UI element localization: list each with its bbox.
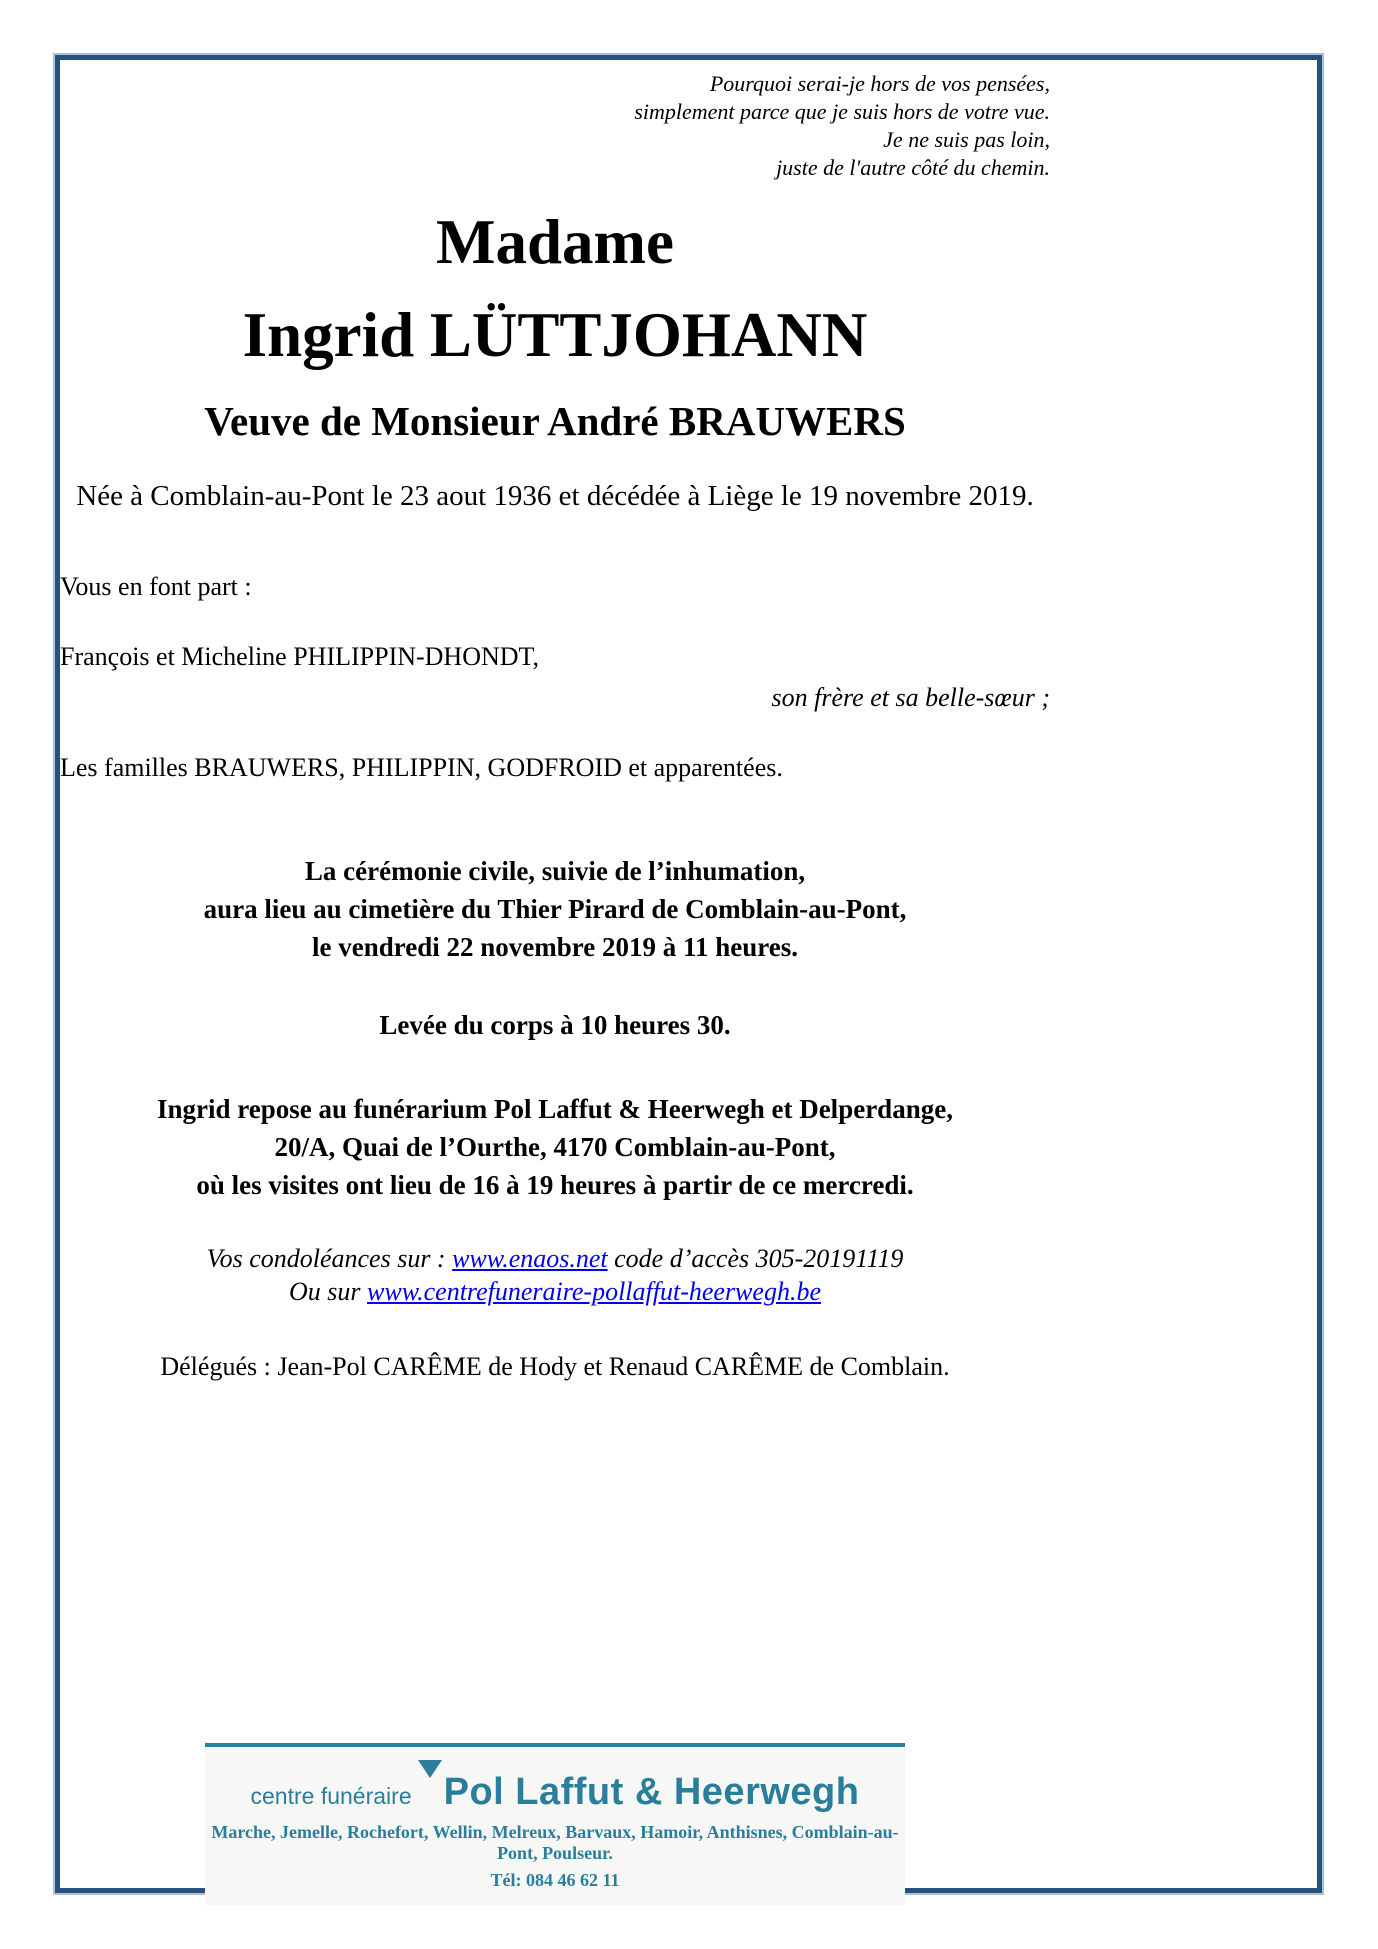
delegates-line: Délégués : Jean-Pol CARÊME de Hody et Renaud CARÊME de Comblain. bbox=[160, 1352, 950, 1381]
deceased-name: Ingrid LÜTTJOHANN bbox=[242, 300, 868, 370]
funeral-home-website-link[interactable]: www.centrefuneraire-pollaffut-heerwegh.be bbox=[367, 1277, 821, 1306]
deceased-title-block bbox=[60, 196, 1050, 382]
funeral-home-brand bbox=[205, 1771, 905, 1814]
brand-prefix-label: centre funéraire bbox=[250, 1783, 412, 1809]
family-relation-line: son frère et sa belle-sœur ; bbox=[771, 683, 1050, 712]
triangle-down-icon bbox=[418, 1760, 442, 1778]
condolences-line-2 bbox=[60, 1275, 1050, 1308]
poem-line: Je ne suis pas loin, bbox=[883, 127, 1050, 152]
ceremony-details bbox=[60, 852, 1050, 966]
ceremony-line: La cérémonie civile, suivie de l’inhumation, bbox=[304, 856, 806, 886]
poem-line: Pourquoi serai-je hors de vos pensées, bbox=[709, 71, 1050, 96]
announcement-intro: Vous en font part : bbox=[60, 572, 252, 601]
phone-number: Tél: 084 46 62 11 bbox=[490, 1870, 620, 1890]
access-code: code d’accès 305-20191119 bbox=[607, 1244, 904, 1273]
deceased-relation: Veuve de Monsieur André BRAUWERS bbox=[204, 398, 906, 444]
extended-families-line: Les familles BRAUWERS, PHILIPPIN, GODFROID et apparentées. bbox=[60, 753, 783, 782]
condolences-prefix-1: Vos condoléances sur : bbox=[206, 1244, 453, 1273]
brand-name-label: Pol Laffut & Heerwegh bbox=[443, 1771, 860, 1813]
ceremony-line: le vendredi 22 novembre 2019 à 11 heures. bbox=[312, 932, 798, 962]
locations-list: Marche, Jemelle, Rochefort, Wellin, Melreux, Barvaux, Hamoir, Anthisnes, Comblain-au-Pont, Poulseur. bbox=[211, 1822, 899, 1863]
poem-line: juste de l'autre côté du chemin. bbox=[776, 155, 1050, 180]
funeral-home-logo-block bbox=[205, 1743, 905, 1905]
repose-line: où les visites ont lieu de 16 à 19 heures à partir de ce mercredi. bbox=[196, 1170, 914, 1200]
enaos-link[interactable]: www.enaos.net bbox=[452, 1244, 608, 1273]
levee-du-corps-line: Levée du corps à 10 heures 30. bbox=[379, 1010, 731, 1040]
poem-line: simplement parce que je suis hors de votre vue. bbox=[634, 99, 1050, 124]
condolences-line-1 bbox=[60, 1242, 1050, 1275]
memorial-poem bbox=[60, 70, 1050, 182]
repose-line: 20/A, Quai de l’Ourthe, 4170 Comblain-au-Pont, bbox=[274, 1132, 836, 1162]
repose-details bbox=[60, 1090, 1050, 1204]
condolences-prefix-2: Ou sur bbox=[289, 1277, 368, 1306]
life-dates: Née à Comblain-au-Pont le 23 aout 1936 et décédée à Liège le 19 novembre 2019. bbox=[76, 480, 1034, 512]
condolences-section bbox=[60, 1242, 1050, 1308]
repose-line: Ingrid repose au funérarium Pol Laffut & Heerwegh et Delperdange, bbox=[157, 1094, 953, 1124]
family-members-line: François et Micheline PHILIPPIN-DHONDT, bbox=[60, 642, 539, 671]
deceased-honorific: Madame bbox=[436, 207, 674, 277]
ceremony-line: aura lieu au cimetière du Thier Pirard de Comblain-au-Pont, bbox=[203, 894, 907, 924]
